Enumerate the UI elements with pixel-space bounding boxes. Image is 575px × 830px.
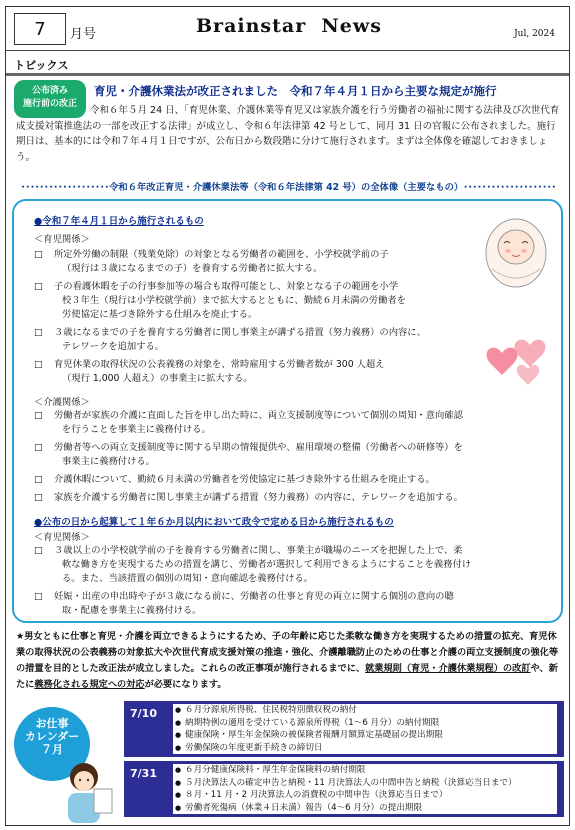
calendar-items <box>172 763 558 815</box>
item-line: テレワークを追加する。 <box>62 341 165 352</box>
list-item <box>34 326 426 354</box>
calendar-items <box>172 703 558 755</box>
list-item <box>34 473 435 487</box>
calendar-label-1: お仕事 <box>35 717 69 730</box>
article-intro: 令和６年５月 24 日、「育児休業、介護休業等育児又は家族介護を行う労働者の福祉に関する法律及び次世代育成支援対策推進法の一部を改正する法律」が成立し、令和６年法律第 42 号として、同月 31 日の官報に公布されました。施行期日は、基本的には令和７年４月１日ですが、公布日から数段階に分けて施行されます。まずは全体像を確認しておきましょう。 <box>16 105 560 163</box>
checkbox-icon: □ <box>34 492 43 503</box>
checkbox-icon: □ <box>34 281 43 292</box>
summary-tail: が必要になります。 <box>144 679 227 690</box>
summary-underline-1: 就業規則（育児・介護休業規程）の改訂 <box>365 663 531 674</box>
item-line: 妊娠・出産の申出時や子が３歳になる前に、労働者の仕事と育児の両立に関する個別の意向の聴 <box>54 591 454 602</box>
checkbox-icon: □ <box>34 591 43 602</box>
topics-divider <box>6 73 569 76</box>
item-line: 労使協定に基づき除外する仕組みを廃止する。 <box>62 309 258 320</box>
checkbox-icon: □ <box>34 410 43 421</box>
summary-paragraph <box>16 629 561 693</box>
newsletter-page <box>5 6 570 826</box>
summary-underline-2: 義務化される規定への対応 <box>34 679 145 690</box>
calendar-row <box>124 761 564 817</box>
item-line: （現行 1,000 人超え）の事業主に拡大する。 <box>62 373 253 384</box>
calendar-item: ● ５月決算法人の確定申告と納税・11 月決算法人の中間申告と納税（決算応当日まで） <box>173 777 557 790</box>
calendar-date: 7/10 <box>130 707 157 720</box>
calendar-item: ● 納期特例の適用を受けている源泉所得税（1〜6 月分）の納付期限 <box>173 717 557 730</box>
item-line: 軟な働き方を実現するための措置を講じ、労働者が選択して利用できるようにすることを義務付け <box>62 559 472 570</box>
item-line: 家族を介護する労働者に関し事業主が講ずる措置（努力義務）の内容に、テレワークを追加する。 <box>54 492 463 503</box>
item-line: 子の看護休暇を子の行事参加等の場合も取得可能とし、対象となる子の範囲を小学 <box>54 281 398 292</box>
calendar-item: ● 労働保険の年度更新手続きの締切日 <box>173 742 557 755</box>
hearts-illustration-icon <box>482 331 558 389</box>
calendar-item: ● ６月分健康保険料・厚生年金保険料の納付期限 <box>173 764 557 777</box>
issue-date: Jul, 2024 <box>514 29 555 39</box>
checkbox-icon: □ <box>34 442 43 453</box>
section-title-later: ●公布の日から起算して１年６か月以内において政令で定める日から施行されるもの <box>34 517 394 528</box>
item-line: 校３年生（現行は小学校就学前）まで拡大するとともに、勤続６月未満の労働者を <box>62 295 406 306</box>
overview-box <box>12 199 563 623</box>
calendar-row <box>124 701 564 757</box>
item-line: 取・配慮を事業主に義務付ける。 <box>62 605 202 616</box>
checkbox-icon: □ <box>34 545 43 556</box>
list-item <box>34 409 463 437</box>
item-line: 育児休業の取得状況の公表義務の対象を、常時雇用する労働者数が 300 人超え <box>54 359 385 370</box>
calendar-date: 7/31 <box>130 767 157 780</box>
item-line: （現行は３歳になるまでの子）を養育する労働者に拡大する。 <box>62 263 323 274</box>
checkbox-icon: □ <box>34 474 43 485</box>
calendar-item: ● ６月分源泉所得税、住民税特別徴収税の納付 <box>173 704 557 717</box>
summary-lead: ★男女ともに仕事と育児・介護を両立できるようにするため、子の年齢に応じた柔軟な働き方を実現するための措置の拡充、育児休業の取得状況の公表義務の対象拡大や次世代育成支援対策の推進・強化、介護離職防止のための仕事と介護の両立支援制度の強化等の措置を目的とした改正法が成立しました。これらの改正事項が施行されるまでに、 <box>16 631 559 674</box>
list-item <box>34 441 463 469</box>
care-label: ＜介護関係＞ <box>34 397 90 408</box>
item-line: 労働者等への両立支援制度等に関する早期の情報提供や、雇用環境の整備（労働者への研修等）を <box>54 442 463 453</box>
office-worker-illustration-icon <box>54 759 118 825</box>
calendar-item: ● 健康保険・厚生年金保険の被保険者報酬月額算定基礎届の提出期限 <box>173 729 557 742</box>
summary-mid: や、新たに <box>16 663 558 690</box>
item-line: 事業主に義務付ける。 <box>62 456 155 467</box>
item-line: を行うことを事業主に義務付ける。 <box>62 424 211 435</box>
childcare-label: ＜育児関係＞ <box>34 234 90 245</box>
item-line: る。また、当該措置の個別の周知・意向確認を義務付ける。 <box>62 573 314 584</box>
checkbox-icon: □ <box>34 359 43 370</box>
article-headline: 育児・介護休業法が改正されました 令和７年４月１日から主要な規定が施行 <box>94 84 497 98</box>
list-item <box>34 358 384 386</box>
calendar-label-2: カレンダー <box>24 730 80 743</box>
list-item <box>34 248 389 276</box>
checkbox-icon: □ <box>34 327 43 338</box>
item-line: ３歳以上の小学校就学前の子を養育する労働者に関し、事業主が職場のニーズを把握した上で、柔 <box>54 545 463 556</box>
newsletter-title: Brainstar News <box>196 15 382 37</box>
item-line: 労働者が家族の介護に直面した旨を申し出た時に、両立支援制度等について個別の周知・意向確認 <box>54 410 463 421</box>
badge-line-2: 施行前の改正 <box>22 99 77 109</box>
item-line: 所定外労働の制限（残業免除）の対象となる労働者の範囲を、小学校就学前の子 <box>54 249 389 260</box>
badge-line-1: 公布済み <box>31 86 68 96</box>
section-title-2025-04: ●令和７年４月１日から施行されるもの <box>34 216 204 227</box>
item-line: ３歳になるまでの子を養育する労働者に関し事業主が講ずる措置（努力義務）の内容に、 <box>54 327 426 338</box>
issue-number-box <box>14 13 66 45</box>
checkbox-icon: □ <box>34 249 43 260</box>
newsletter-header <box>6 7 569 51</box>
list-item <box>34 491 463 505</box>
issue-number: 7 <box>34 18 46 40</box>
calendar-label-3: ７月 <box>41 743 63 756</box>
overview-heading: ･･･････････････････令和６年改正育児・介護休業法等（令和６年法律第 42 号）の全体像（主要なもの）････････････････････ <box>20 182 557 193</box>
calendar-item: ● ８月・11 月・2 月決算法人の消費税の中間申告（決算応当日まで） <box>173 789 557 802</box>
list-item <box>34 590 454 618</box>
childcare-label-2: ＜育児関係＞ <box>34 532 90 543</box>
list-item <box>34 544 471 586</box>
baby-illustration-icon <box>480 213 552 289</box>
topics-label: トピックス <box>14 59 69 72</box>
issue-suffix: 月号 <box>70 27 97 42</box>
calendar-item: ● 労働者死傷病（休業４日未満）報告（4〜6 月分）の提出期限 <box>173 802 557 815</box>
list-item <box>34 280 406 322</box>
item-line: 介護休暇について、勤続６月未満の労働者を労使協定に基づき除外する仕組みを廃止する。 <box>54 474 435 485</box>
